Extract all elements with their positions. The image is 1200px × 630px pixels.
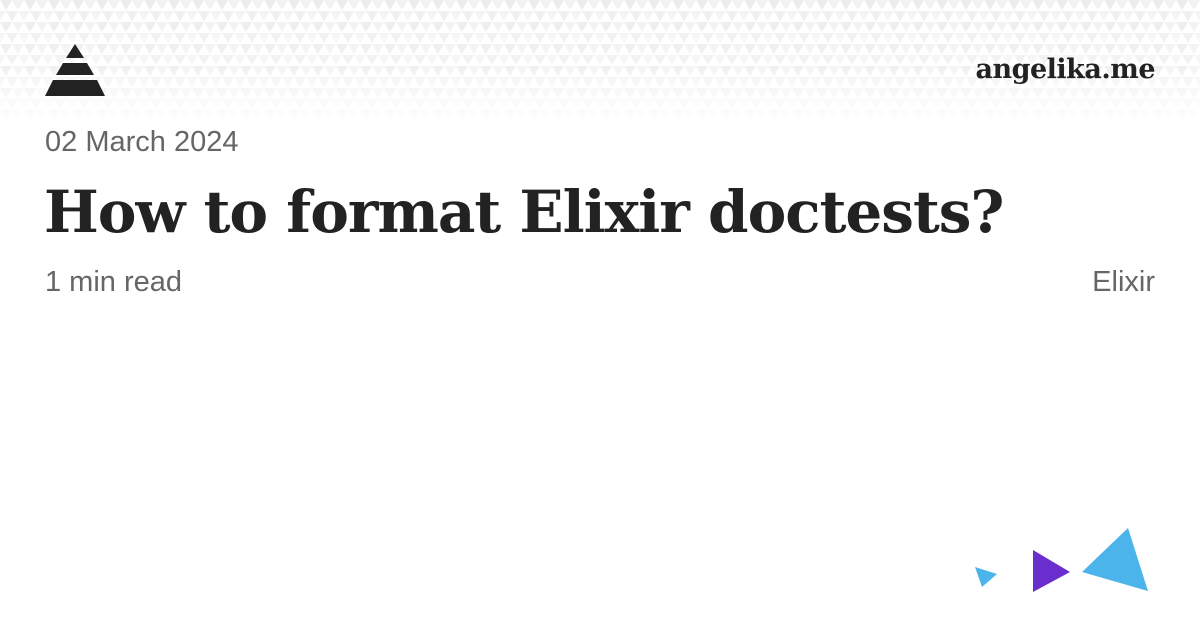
small-triangle-icon [975,567,997,587]
read-time: 1 min read [45,266,183,298]
post-tag[interactable]: Elixir [1092,266,1155,298]
site-name-link[interactable]: angelika.me [975,54,1155,85]
pyramid-logo-icon[interactable] [44,44,106,98]
large-triangle-icon [1082,528,1148,591]
post-title: How to format Elixir doctests? [44,178,1004,246]
decorative-triangles [960,520,1160,610]
play-triangle-icon [1033,550,1070,592]
post-date: 02 March 2024 [45,126,239,158]
